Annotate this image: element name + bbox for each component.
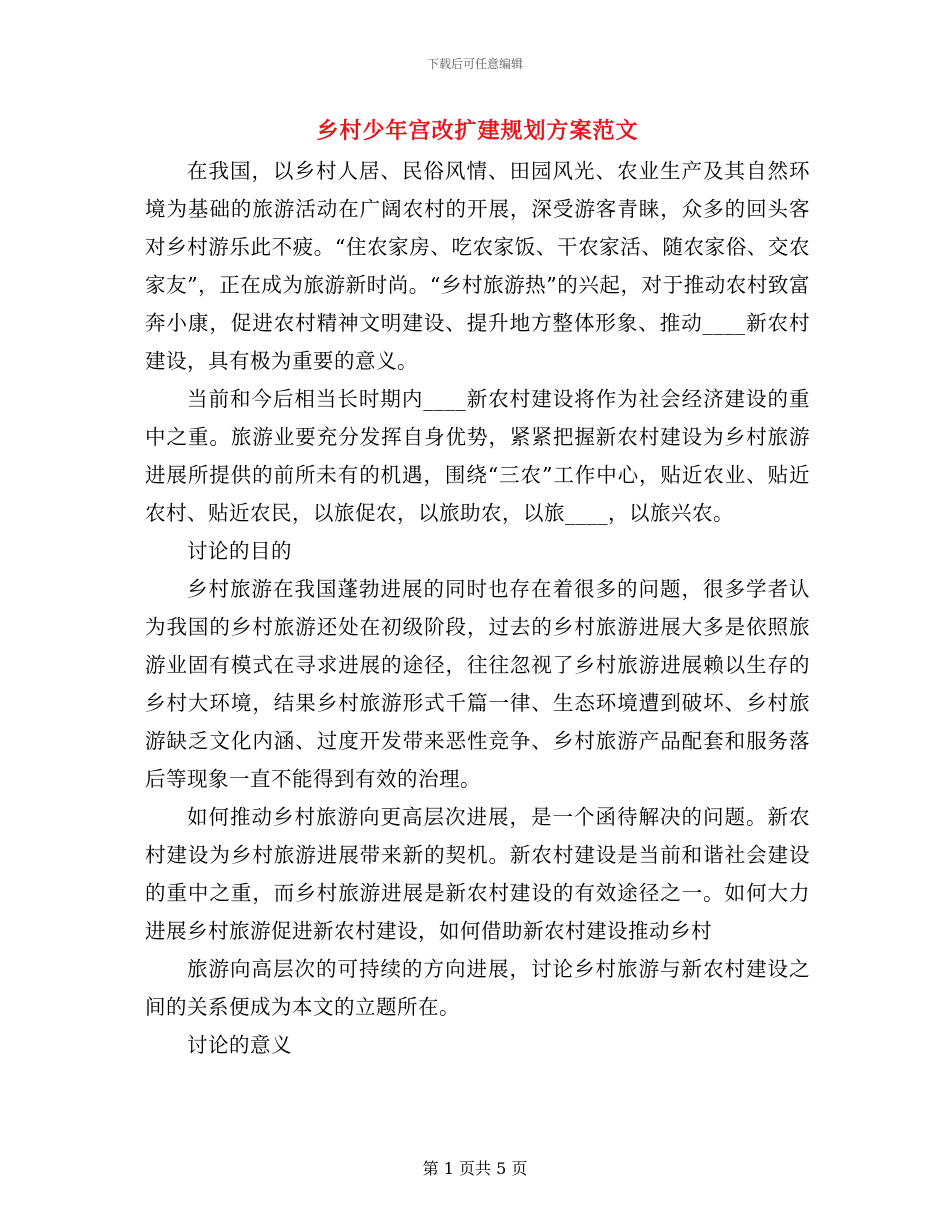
paragraph-how-to-promote: 如何推动乡村旅游向更高层次进展，是一个函待解决的问题。新农村建设为乡村旅游进展带来新的契机。新农村建设是当前和谐社会建设的重中之重，而乡村旅游进展是新农村建设的有效途径之一。如何大力进展乡村旅游促进新农村建设，如何借助新农村建设推动乡村 <box>145 805 810 943</box>
document-title: 乡村少年宫改扩建规划方案范文 <box>316 119 639 144</box>
page-footer: 第 1 页共 5 页 <box>422 1159 528 1178</box>
paragraph-intro: 在我国，以乡村人居、民俗风情、田园风光、农业生产及其自然环境为基础的旅游活动在广阔农村的开展，深受游客青睐，众多的回头客对乡村游乐此不疲。“住农家房、吃农家饭、干农家活、随农家俗、交农家友”，正在成为旅游新时尚。“乡村旅游热”的兴起，对于推动农村致富奔小康，促进农村精神文明建设、提升地方整体形象、推动____新农村建设，具有极为重要的意义。 <box>145 159 810 373</box>
paragraph-problems: 乡村旅游在我国蓬勃进展的同时也存在着很多的问题，很多学者认为我国的乡村旅游还处在初级阶段，过去的乡村旅游进展大多是依照旅游业固有模式在寻求进展的途径，往往忽视了乡村旅游进展赖以生存的乡村大环境，结果乡村旅游形式千篇一律、生态环境遭到破坏、乡村旅游缺乏文化内涵、过度开发带来恶性竞争、乡村旅游产品配套和服务落后等现象一直不能得到有效的治理。 <box>145 577 810 791</box>
section-heading-significance: 讨论的意义 <box>187 1033 292 1057</box>
section-heading-purpose: 讨论的目的 <box>187 539 292 563</box>
document-body <box>145 152 810 1064</box>
paragraph-current-period: 当前和今后相当长时期内____新农村建设将作为社会经济建设的重中之重。旅游业要充分发挥自身优势，紧紧把握新农村建设为乡村旅游进展所提供的前所未有的机遇，围绕“三农”工作中心，贴近农业、贴近农村、贴近农民，以旅促农，以旅助农，以旅____，以旅兴农。 <box>145 387 810 525</box>
paragraph-thesis: 旅游向高层次的可持续的方向进展，讨论乡村旅游与新农村建设之间的关系便成为本文的立题所在。 <box>145 957 810 1019</box>
page-header: 下载后可任意编辑 <box>426 57 523 71</box>
